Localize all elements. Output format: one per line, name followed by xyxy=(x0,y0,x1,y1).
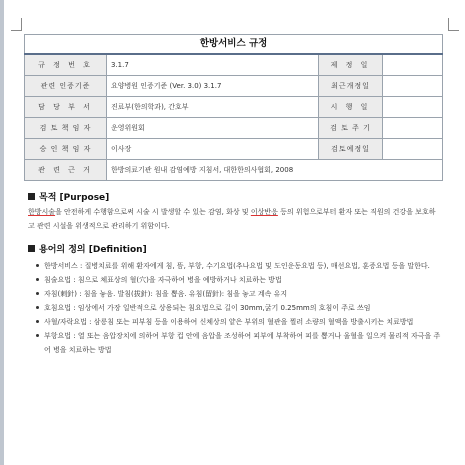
definition-heading-text: 용어의 정의 [Definition] xyxy=(39,245,147,255)
purpose-text xyxy=(28,205,442,233)
purpose-heading xyxy=(28,191,450,205)
definition-heading xyxy=(28,243,450,257)
definition-item: 부항요법 : 열 또는 음압장치에 의하여 부항 컵 안에 음압을 조성하여 피부에 부착하여 피를 뽑거나 울혈을 일으켜 물리적 자극을 주어 병을 치료하는 방법 xyxy=(36,329,442,357)
definition-item: 자침(刺針) : 침을 놓음. 발침(拔針): 침을 뽑음. 유침(留針): 침을 놓고 계속 유지 xyxy=(36,287,442,301)
value-next-review-date xyxy=(383,139,443,160)
value-review-owner: 운영위원회 xyxy=(107,118,319,139)
definition-item: 한방서비스 : 질병치료를 위해 환자에게 침, 뜸, 부항, 수기요법(추나요법 및 도인운동요법 등), 매선요법, 훈증요법 등을 말한다. xyxy=(36,259,442,273)
label-department: 담 당 부 서 xyxy=(25,97,107,118)
purpose-text-4: 등의 위험으로부터 환자 또는 직원의 건강을 보호하고 관련 시설을 위생적으로 관리하기 위함이다. xyxy=(28,208,436,230)
label-review-cycle: 검 토 주 기 xyxy=(319,118,383,139)
definition-list xyxy=(22,259,450,357)
purpose-text-underlined-2: 이상반응 xyxy=(250,208,278,216)
margin-marker-top-left xyxy=(11,18,22,31)
label-effective-date: 시 행 일 xyxy=(319,97,383,118)
label-last-revision-date: 최근개정일 xyxy=(319,76,383,97)
value-enactment-date xyxy=(383,54,443,76)
margin-marker-top-right xyxy=(448,18,459,31)
label-related-basis: 관 련 근 거 xyxy=(25,160,107,181)
label-review-owner: 검 토 책 임 자 xyxy=(25,118,107,139)
label-regulation-number: 규 정 번 호 xyxy=(25,54,107,76)
value-department: 진료부(한의학과), 간호부 xyxy=(107,97,319,118)
value-approval-owner: 이사장 xyxy=(107,139,319,160)
value-last-revision-date xyxy=(383,76,443,97)
purpose-text-underlined-1: 한방시술 xyxy=(28,208,56,216)
definition-item: 호침요법 : 임상에서 가장 일반적으로 상용되는 침요법으로 길이 30mm,굵기 0.25mm의 호침이 주로 쓰임 xyxy=(36,301,442,315)
label-related-standard: 관련 인증기준 xyxy=(25,76,107,97)
page-edge xyxy=(0,0,4,465)
regulation-info-table xyxy=(24,34,443,181)
definition-item: 사혈/자락요법 : 삼릉침 또는 피부침 등을 이용하여 신체상의 얕은 부위의 혈관을 찔러 소량의 혈액을 방출시키는 치료방법 xyxy=(36,315,442,329)
label-approval-owner: 승 인 책 임 자 xyxy=(25,139,107,160)
definition-item: 침술요법 : 침으로 체표상의 혈(穴)을 자극하여 병을 예방하거나 치료하는 방법 xyxy=(36,273,442,287)
value-related-basis: 한방의료기관 원내 감염예방 지침서, 대한한의사협회, 2008 xyxy=(107,160,443,181)
value-effective-date xyxy=(383,97,443,118)
value-regulation-number: 3.1.7 xyxy=(107,54,319,76)
purpose-text-2: 을 안전하게 수행함으로써 시술 시 발생할 수 있는 감염, 화상 및 xyxy=(55,208,251,216)
black-square-bullet-icon xyxy=(28,193,35,200)
value-review-cycle xyxy=(383,118,443,139)
label-next-review-date: 검토예정일 xyxy=(319,139,383,160)
label-enactment-date: 제 정 일 xyxy=(319,54,383,76)
value-related-standard: 요양병원 인증기준 (Ver. 3.0) 3.1.7 xyxy=(107,76,319,97)
purpose-heading-text: 목적 [Purpose] xyxy=(39,193,110,203)
document-body xyxy=(22,34,450,357)
document-title: 한방서비스 규정 xyxy=(25,35,443,55)
black-square-bullet-icon xyxy=(28,245,35,252)
